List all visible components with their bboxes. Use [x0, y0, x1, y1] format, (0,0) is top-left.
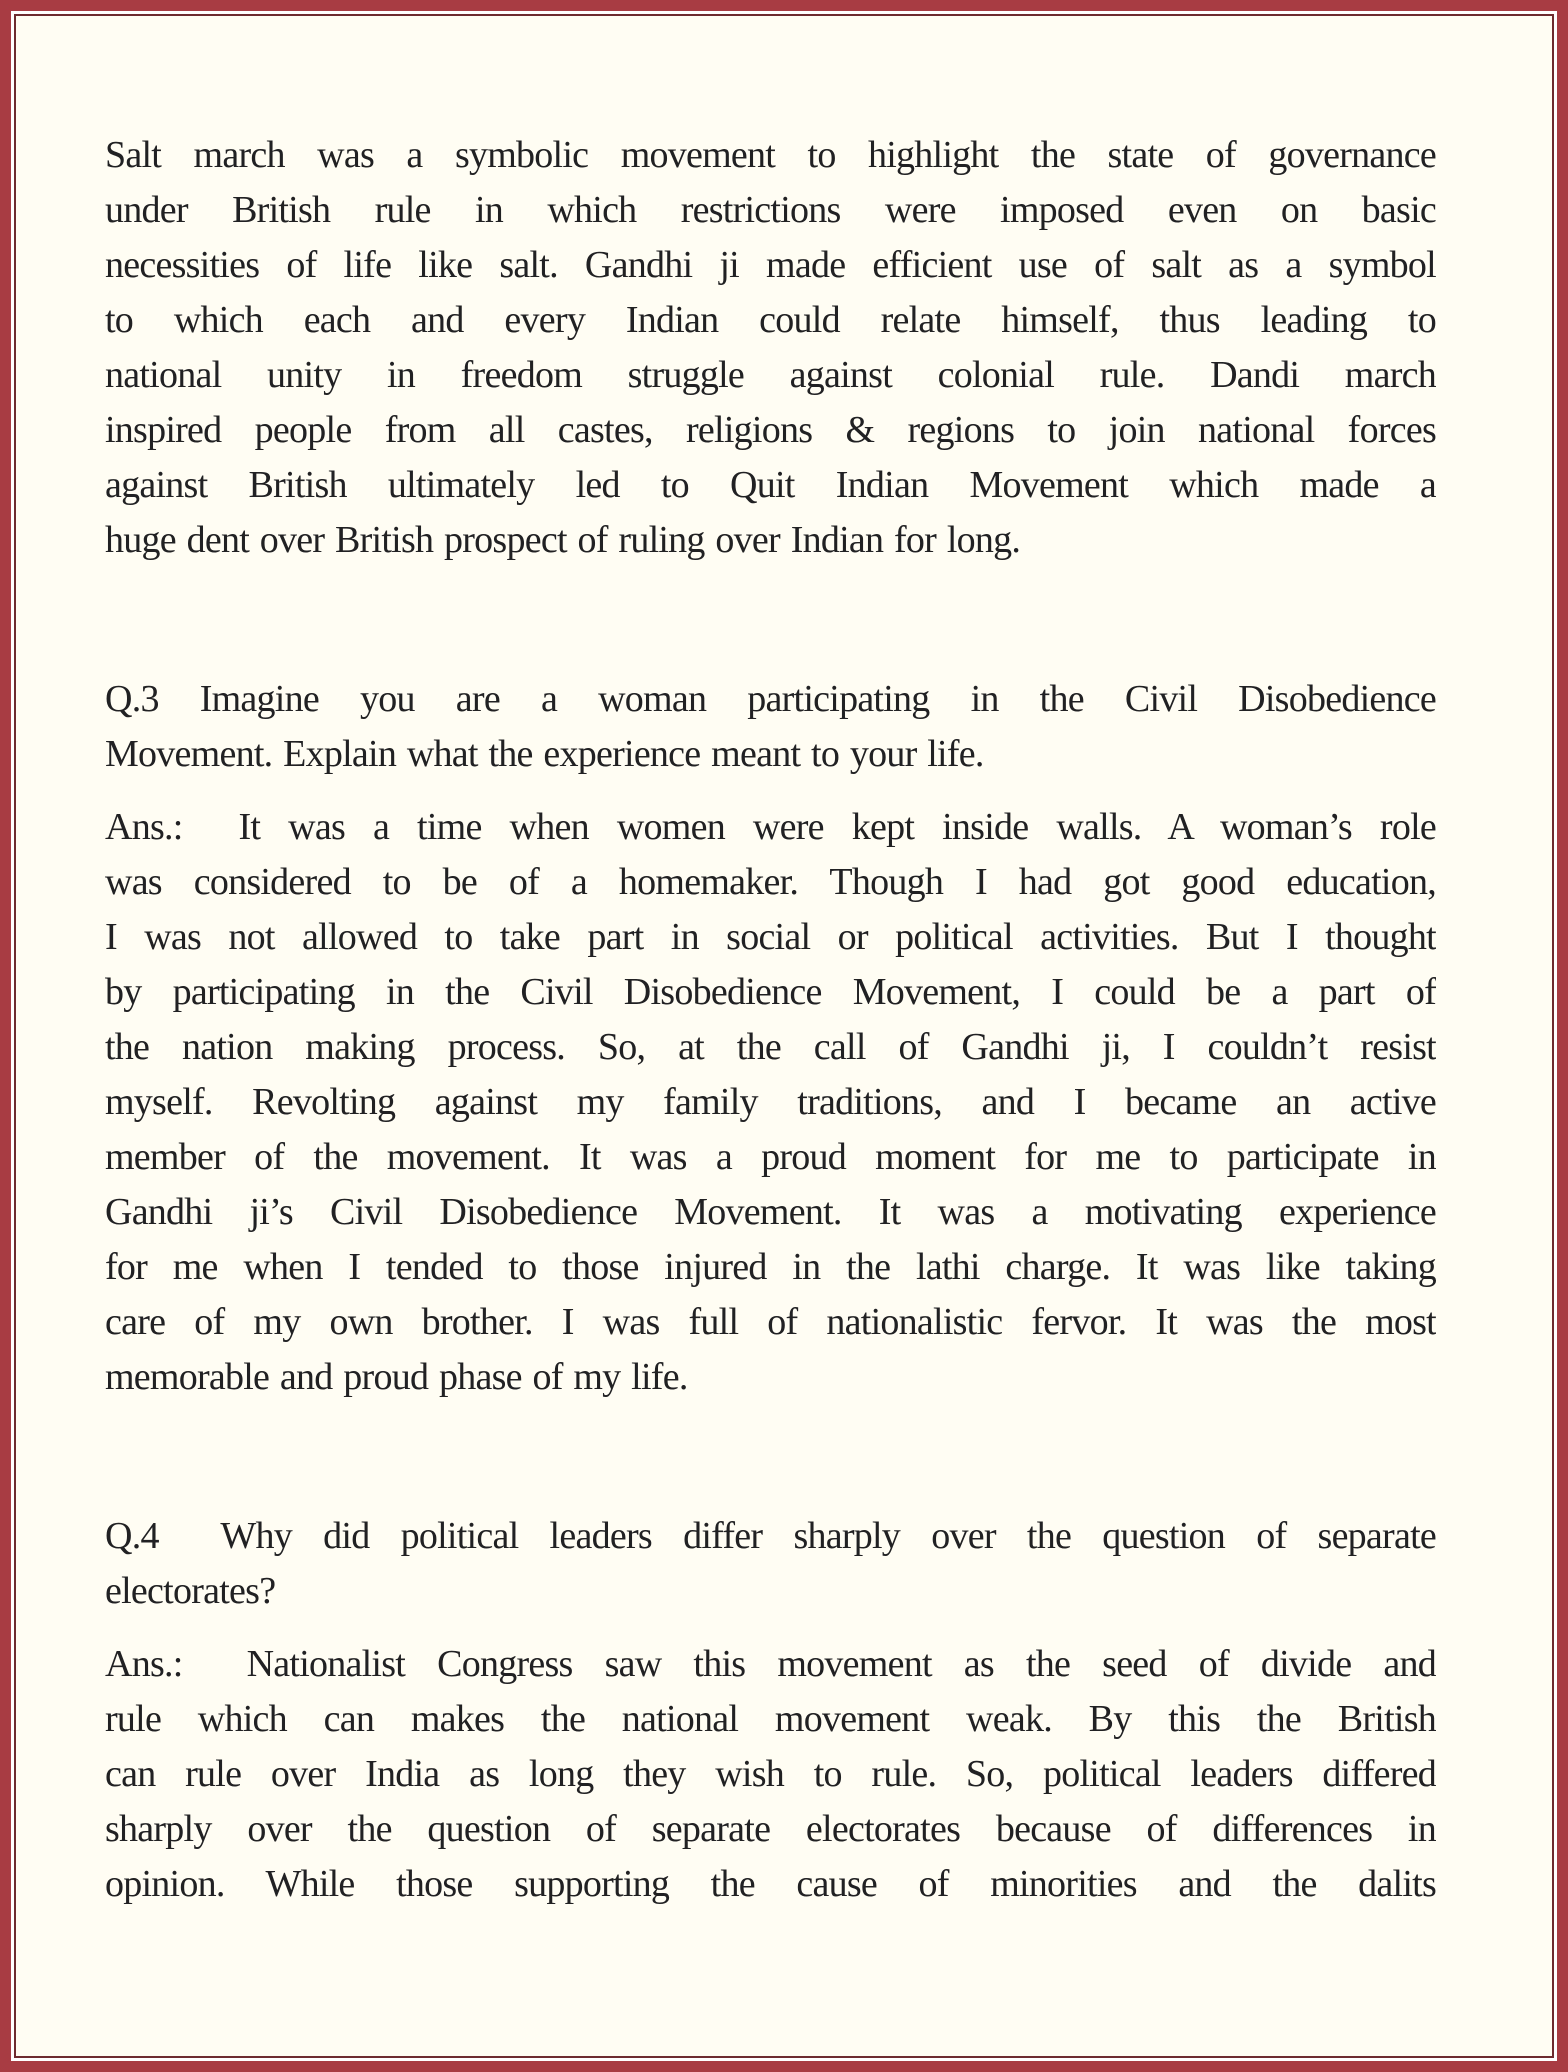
text-line: was considered to be of a homemaker. Though I had got good education,	[105, 861, 1436, 903]
text-line: the nation making process. So, at the call of Gandhi ji, I couldn’t resist	[105, 1026, 1436, 1068]
page-inner-frame	[14, 14, 1554, 2058]
question-4	[105, 1509, 1436, 1619]
text-line: I was not allowed to take part in social or political activities. But I thought	[105, 916, 1436, 958]
text-line: electorates?	[105, 1570, 276, 1612]
text-line: myself. Revolting against my family traditions, and I became an active	[105, 1081, 1436, 1123]
text-line: sharply over the question of separate electorates because of differences in	[105, 1808, 1436, 1850]
text-line: national unity in freedom struggle against colonial rule. Dandi march	[105, 354, 1436, 396]
answer-3	[105, 800, 1436, 1405]
text-line: for me when I tended to those injured in the lathi charge. It was like taking	[105, 1246, 1436, 1288]
text-line: huge dent over British prospect of ruling over Indian for long.	[105, 519, 1021, 561]
text-line: Ans.: It was a time when women were kept inside walls. A woman’s role	[105, 806, 1436, 848]
text-line: against British ultimately led to Quit Indian Movement which made a	[105, 464, 1436, 506]
text-line: member of the movement. It was a proud moment for me to participate in	[105, 1136, 1436, 1178]
text-line: under British rule in which restrictions were imposed even on basic	[105, 189, 1436, 231]
text-line: Movement. Explain what the experience meant to your life.	[105, 733, 984, 775]
text-line: opinion. While those supporting the cause of minorities and the dalits	[105, 1863, 1436, 1905]
text-line: to which each and every Indian could relate himself, thus leading to	[105, 299, 1436, 341]
question-3	[105, 672, 1436, 782]
salt-march-paragraph	[105, 128, 1436, 568]
text-line: rule which can makes the national movement weak. By this the British	[105, 1698, 1436, 1740]
text-line: necessities of life like salt. Gandhi ji made efficient use of salt as a symbol	[105, 244, 1436, 286]
text-line: Q.4 Why did political leaders differ sharply over the question of separate	[105, 1515, 1436, 1557]
text-line: Salt march was a symbolic movement to highlight the state of governance	[105, 134, 1436, 176]
text-line: Ans.: Nationalist Congress saw this movement as the seed of divide and	[105, 1643, 1436, 1685]
text-line: memorable and proud phase of my life.	[105, 1356, 688, 1398]
text-line: care of my own brother. I was full of nationalistic fervor. It was the most	[105, 1301, 1436, 1343]
page-body	[16, 16, 1552, 2056]
text-line: by participating in the Civil Disobedience Movement, I could be a part of	[105, 971, 1436, 1013]
text-line: Q.3 Imagine you are a woman participating in the Civil Disobedience	[105, 678, 1436, 720]
text-line: inspired people from all castes, religions & regions to join national forces	[105, 409, 1436, 451]
text-line: can rule over India as long they wish to rule. So, political leaders differed	[105, 1753, 1436, 1795]
answer-4	[105, 1637, 1436, 1912]
text-line: Gandhi ji’s Civil Disobedience Movement. It was a motivating experience	[105, 1191, 1436, 1233]
